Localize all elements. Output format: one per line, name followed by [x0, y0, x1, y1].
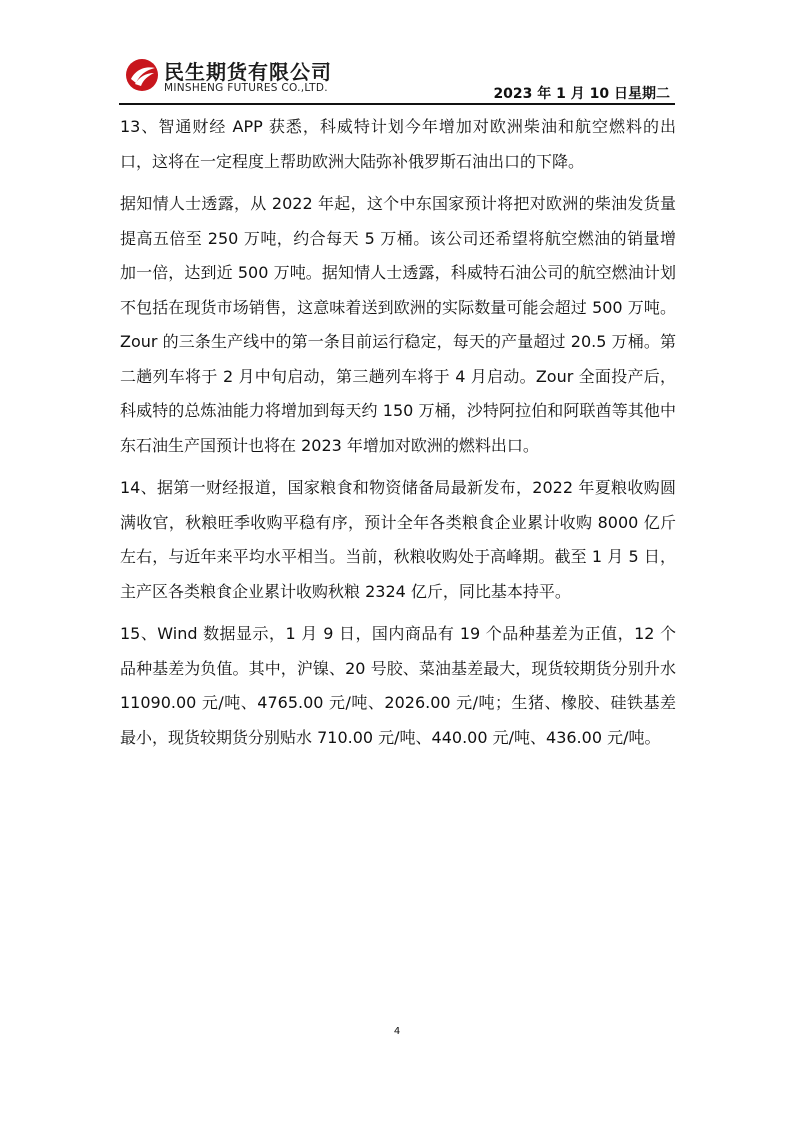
- paragraph-item-13: 13、智通财经 APP 获悉，科威特计划今年增加对欧洲柴油和航空燃料的出口，这将在一定程度上帮助欧洲大陆弥补俄罗斯石油出口的下降。: [120, 117, 676, 171]
- page-number: 4: [393, 1026, 401, 1037]
- company-name-cn: 民生期货有限公司: [164, 60, 332, 84]
- company-name-en: MINSHENG FUTURES CO.,LTD.: [164, 82, 328, 94]
- document-body: [120, 110, 676, 763]
- company-logo: [124, 55, 364, 103]
- minsheng-logo-icon: [124, 57, 160, 93]
- report-date: 2023 年 1 月 10 日星期二: [493, 86, 670, 102]
- paragraph-kuwait-details: 据知情人士透露，从 2022 年起，这个中东国家预计将把对欧洲的柴油发货量提高五倍至 250 万吨，约合每天 5 万桶。该公司还希望将航空燃油的销量增加一倍，达到近 500 万吨。据知情人士透露，科威特石油公司的航空燃油计划不包括在现货市场销售，这意味着送到欧洲的实际数量可能会超过 500 万吨。Zour 的三条生产线中的第一条目前运行稳定，每天的产量超过 20.5 万桶。第二趟列车将于 2 月中旬启动，第三趟列车将于 4 月启动。Zour 全面投产后，科威特的总炼油能力将增加到每天约 150 万桶，沙特阿拉伯和阿联酋等其他中东石油生产国预计也将在 2023 年增加对欧洲的燃料出口。: [120, 194, 676, 455]
- paragraph-item-14: 14、据第一财经报道，国家粮食和物资储备局最新发布，2022 年夏粮收购圆满收官，秋粮旺季收购平稳有序，预计全年各类粮食企业累计收购 8000 亿斤左右，与近年来平均水平相当。当前，秋粮收购处于高峰期。截至 1 月 5 日，主产区各类粮食企业累计收购秋粮 2324 亿斤，同比基本持平。: [120, 478, 676, 601]
- page-header: [0, 0, 794, 110]
- paragraph-item-15: 15、Wind 数据显示，1 月 9 日，国内商品有 19 个品种基差为正值，12 个品种基差为负值。其中，沪镍、20 号胶、菜油基差最大，现货较期货分别升水 11090.00 元/吨、4765.00 元/吨、2026.00 元/吨；生猪、橡胶、硅铁基差最小，现货较期货分别贴水 710.00 元/吨、440.00 元/吨、436.00 元/吨。: [120, 624, 676, 747]
- header-divider: [119, 103, 675, 105]
